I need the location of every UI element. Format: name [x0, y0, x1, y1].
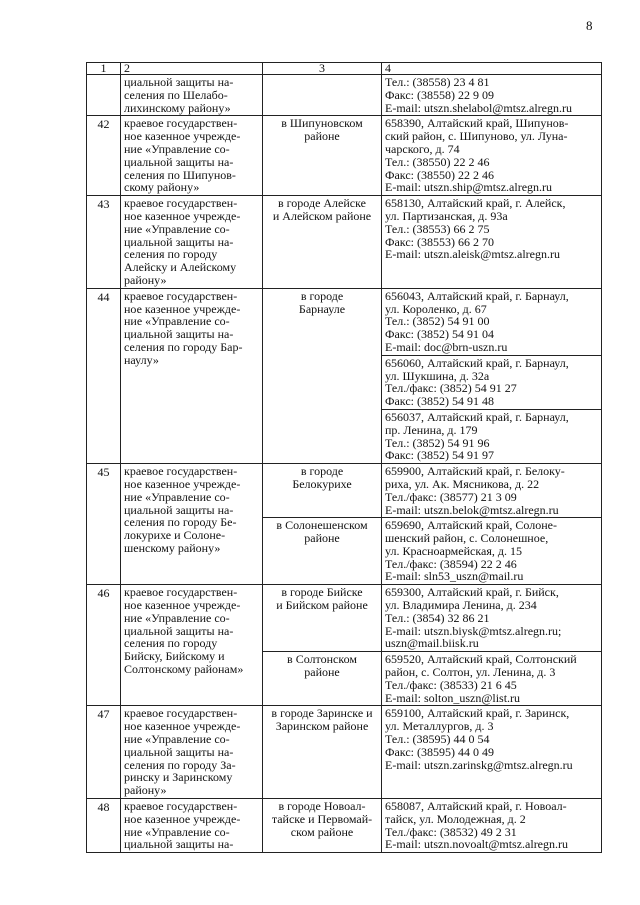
organization-name [121, 196, 263, 289]
organization-name-line: шенскому району» [124, 540, 221, 555]
organization-name-line: краевое государствен- [124, 585, 238, 600]
service-area-line: и Бийском районе [276, 598, 368, 613]
email-line[interactable]: E-mail: solton_uszn@list.ru [385, 690, 521, 705]
contact-line: Тел./факс: (38594) 22 2 46 [385, 556, 517, 571]
row-number: 48 [87, 799, 121, 853]
service-area-line: районе [304, 129, 340, 144]
organization-name-line: циальной защиты на- [124, 327, 234, 342]
contact-line: Факс: (38550) 22 2 46 [385, 167, 494, 182]
table-row [87, 288, 602, 355]
contact-line: Тел./факс: (38577) 21 3 09 [385, 489, 517, 504]
column-header: 4 [382, 63, 602, 75]
contact-line: Факс: (3852) 54 91 97 [385, 448, 494, 463]
contact-line: Тел.: (38558) 23 4 81 [385, 75, 490, 89]
organization-name-line: селения по Шелабо- [124, 87, 228, 102]
table-row [87, 585, 602, 652]
column-header: 2 [121, 63, 263, 75]
contact-line: 659100, Алтайский край, г. Заринск, [385, 706, 570, 721]
organization-name-line: ное казенное учрежде- [124, 476, 241, 491]
column-header: 1 [87, 63, 121, 75]
email-line[interactable]: E-mail: utszn.novoalt@mtsz.alregn.ru [385, 837, 569, 852]
contact-line: 659690, Алтайский край, Солоне- [385, 518, 557, 533]
organization-name-line: краевое государствен- [124, 288, 238, 303]
table-row [87, 196, 602, 289]
contact-info [382, 518, 602, 585]
organization-name-line: ное казенное учрежде- [124, 598, 241, 613]
contact-line: пр. Ленина, д. 179 [385, 422, 478, 437]
row-number: 43 [87, 196, 121, 289]
email-line[interactable]: E-mail: doc@brn-uszn.ru [385, 339, 508, 354]
service-area-line: в Солонешенском [276, 518, 368, 533]
contact-line: Тел./факс: (3852) 54 91 27 [385, 381, 517, 396]
contact-line: Факс: (38553) 66 2 70 [385, 234, 494, 249]
organization-name-line: циальной защиты на- [124, 234, 234, 249]
organization-name-line: циальной защиты на- [124, 154, 234, 169]
contact-line: Факс: (3852) 54 91 04 [385, 327, 494, 342]
organization-name-line: циальной защиты на- [124, 837, 234, 852]
contact-line: 659900, Алтайский край, г. Белоку- [385, 464, 565, 479]
organization-name-line: ние «Управление со- [124, 610, 230, 625]
service-area [263, 585, 382, 652]
contact-info [382, 585, 602, 652]
table-row [87, 706, 602, 799]
organization-name-line: селения по городу За- [124, 757, 236, 772]
service-area-line: в городе [300, 288, 344, 303]
organization-name-line: селения по городу Бар- [124, 339, 243, 354]
service-area-line: районе [304, 665, 340, 680]
page-number: 8 [586, 18, 593, 33]
contact-line: район, с. Солтон, ул. Ленина, д. 3 [385, 665, 556, 680]
organization-name [121, 116, 263, 196]
row-number: 46 [87, 585, 121, 706]
service-area-line: районе [304, 531, 340, 546]
contact-line: риха, ул. Ак. Мясникова, д. 22 [385, 476, 540, 491]
contact-line: тайск, ул. Молодежная, д. 2 [385, 811, 526, 826]
organizations-table [86, 62, 602, 853]
organization-name [121, 585, 263, 706]
organization-name-line: району» [124, 783, 167, 798]
organization-name-line: лихинскому району» [124, 100, 231, 115]
contact-line: 658130, Алтайский край, г. Алейск, [385, 196, 566, 211]
contact-line: Тел.: (3854) 32 86 21 [385, 610, 490, 625]
organization-name-line: краевое государствен- [124, 799, 238, 814]
contact-line: Факс: (38558) 22 9 09 [385, 87, 494, 102]
service-area-line: ском районе [290, 824, 354, 839]
contact-line: ул. Красноармейская, д. 15 [385, 543, 522, 558]
service-area [263, 196, 382, 289]
contact-line: ул. Владимира Ленина, д. 234 [385, 598, 537, 613]
contact-line: ул. Металлургов, д. 3 [385, 719, 494, 734]
contact-line: Тел./факс: (38533) 21 6 45 [385, 677, 517, 692]
service-area-line: в городе [300, 464, 344, 479]
service-area [263, 706, 382, 799]
table-row [87, 116, 602, 196]
organization-name-line: селения по городу Бе- [124, 515, 237, 530]
row-number: 45 [87, 464, 121, 585]
contact-line: 658390, Алтайский край, Шипунов- [385, 116, 569, 131]
contact-info [382, 288, 602, 355]
service-area-line: в Солтонском [287, 652, 357, 667]
contact-info [382, 409, 602, 463]
organization-name-line: краевое государствен- [124, 116, 238, 131]
organization-name-line: циальной защиты на- [124, 744, 234, 759]
contact-info [382, 464, 602, 518]
contact-line: 656060, Алтайский край, г. Барнаул, [385, 355, 569, 370]
table-header-row [87, 63, 602, 75]
table-row [87, 464, 602, 518]
organization-name-line: Бийску, Бийскому и [124, 649, 225, 664]
contact-line: 659520, Алтайский край, Солтонский [385, 652, 577, 667]
organization-name-line: ние «Управление со- [124, 141, 230, 156]
contact-info [382, 355, 602, 409]
organization-name [121, 464, 263, 585]
organization-name-line: району» [124, 272, 167, 287]
service-area-line: Белокурихе [292, 476, 352, 491]
contact-info [382, 706, 602, 799]
service-area [263, 652, 382, 706]
service-area-line: в городе Новоал- [278, 799, 366, 814]
organization-name-line: ное казенное учрежде- [124, 208, 241, 223]
table-row [87, 799, 602, 853]
organization-name-line: ринску и Заринскому [124, 770, 233, 785]
contact-line: шенский район, с. Солонешное, [385, 531, 549, 546]
service-area-line: в городе Бийске [281, 585, 363, 600]
contact-line: чарского, д. 74 [385, 141, 460, 156]
contact-line: Тел.: (38550) 22 2 46 [385, 154, 490, 169]
organization-name-line: циальной защиты на- [124, 623, 234, 638]
service-area [263, 75, 382, 116]
service-area [263, 288, 382, 463]
email-line[interactable]: E-mail: sln53_uszn@mail.ru [385, 569, 524, 584]
service-area [263, 464, 382, 518]
organization-name-line: селения по городу [124, 247, 218, 262]
service-area-line: и Алейском районе [272, 208, 372, 223]
organization-name [121, 706, 263, 799]
contact-line: ул. Короленко, д. 67 [385, 301, 487, 316]
organization-name-line: циальной защиты на- [124, 502, 234, 517]
organization-name [121, 75, 263, 116]
organization-name-line: ние «Управление со- [124, 489, 230, 504]
service-area-line: в Шипуновском [281, 116, 363, 131]
service-area-line: Заринском районе [275, 719, 369, 734]
contact-line: 658087, Алтайский край, г. Новоал- [385, 799, 567, 814]
organization-name-line: селения по городу [124, 636, 218, 651]
contact-line: Тел.: (3852) 54 91 00 [385, 314, 490, 329]
row-number: 44 [87, 288, 121, 463]
row-number: 42 [87, 116, 121, 196]
contact-line: Факс: (3852) 54 91 48 [385, 394, 494, 409]
contact-line: 659300, Алтайский край, г. Бийск, [385, 585, 559, 600]
organization-name-line: ное казенное учрежде- [124, 811, 241, 826]
row-number: 47 [87, 706, 121, 799]
contact-info [382, 799, 602, 853]
organization-name-line: Алейску и Алейскому [124, 260, 237, 275]
organization-name-line: ние «Управление со- [124, 221, 230, 236]
email-line[interactable]: E-mail: utszn.zarinskg@mtsz.alregn.ru [385, 757, 573, 772]
contact-line: ул. Партизанская, д. 93а [385, 208, 508, 223]
organization-name-line: селения по Шипунов- [124, 167, 236, 182]
contact-line: 656037, Алтайский край, г. Барнаул, [385, 409, 569, 424]
email-line[interactable]: E-mail: utszn.ship@mtsz.alregn.ru [385, 180, 553, 195]
organization-name-line: Солтонскому районам» [124, 662, 244, 677]
organization-name-line: краевое государствен- [124, 706, 238, 721]
organization-name-line: скому району» [124, 180, 200, 195]
contact-line: Факс: (38595) 44 0 49 [385, 744, 494, 759]
organization-name [121, 799, 263, 853]
service-area-line: Барнауле [298, 301, 346, 316]
email-line[interactable]: E-mail: utszn.biysk@mtsz.alregn.ru; [385, 623, 562, 638]
contact-line: Тел.: (38553) 66 2 75 [385, 221, 490, 236]
service-area [263, 518, 382, 585]
organization-name-line: краевое государствен- [124, 464, 238, 479]
table-body [87, 63, 602, 853]
organization-name-line: локурихе и Солоне- [124, 528, 226, 543]
contact-line: 656043, Алтайский край, г. Барнаул, [385, 288, 569, 303]
service-area [263, 799, 382, 853]
contact-line: ул. Шукшина, д. 32а [385, 368, 490, 383]
organization-name-line: циальной защиты на- [124, 75, 234, 89]
organization-name-line: ние «Управление со- [124, 314, 230, 329]
organization-name-line: ние «Управление со- [124, 732, 230, 747]
organization-name-line: ние «Управление со- [124, 824, 230, 839]
service-area-line: в городе Заринске и [271, 706, 373, 721]
organization-name-line: наулу» [124, 352, 159, 367]
row-number [87, 75, 121, 116]
contact-line: Тел.: (3852) 54 91 96 [385, 435, 490, 450]
column-header: 3 [263, 63, 382, 75]
service-area [263, 116, 382, 196]
table-row [87, 75, 602, 116]
email-line[interactable]: E-mail: utszn.belok@mtsz.alregn.ru [385, 502, 559, 517]
contact-info [382, 116, 602, 196]
email-line[interactable]: E-mail: utszn.shelabol@mtsz.alregn.ru [385, 100, 573, 115]
contact-line: Тел./факс: (38532) 49 2 31 [385, 824, 517, 839]
contact-info [382, 196, 602, 289]
organization-name-line: краевое государствен- [124, 196, 238, 211]
email-line[interactable]: E-mail: utszn.aleisk@mtsz.alregn.ru [385, 247, 561, 262]
organization-name [121, 288, 263, 463]
contact-info [382, 75, 602, 116]
service-area-line: тайске и Первомай- [271, 811, 373, 826]
contact-line: ский район, с. Шипуново, ул. Луна- [385, 129, 568, 144]
email-line[interactable]: uszn@mail.biisk.ru [385, 636, 479, 651]
contact-line: Тел.: (38595) 44 0 54 [385, 732, 490, 747]
organization-name-line: ное казенное учрежде- [124, 719, 241, 734]
service-area-line: в городе Алейске [278, 196, 366, 211]
organization-name-line: ное казенное учрежде- [124, 301, 241, 316]
contact-info [382, 652, 602, 706]
organization-name-line: ное казенное учрежде- [124, 129, 241, 144]
